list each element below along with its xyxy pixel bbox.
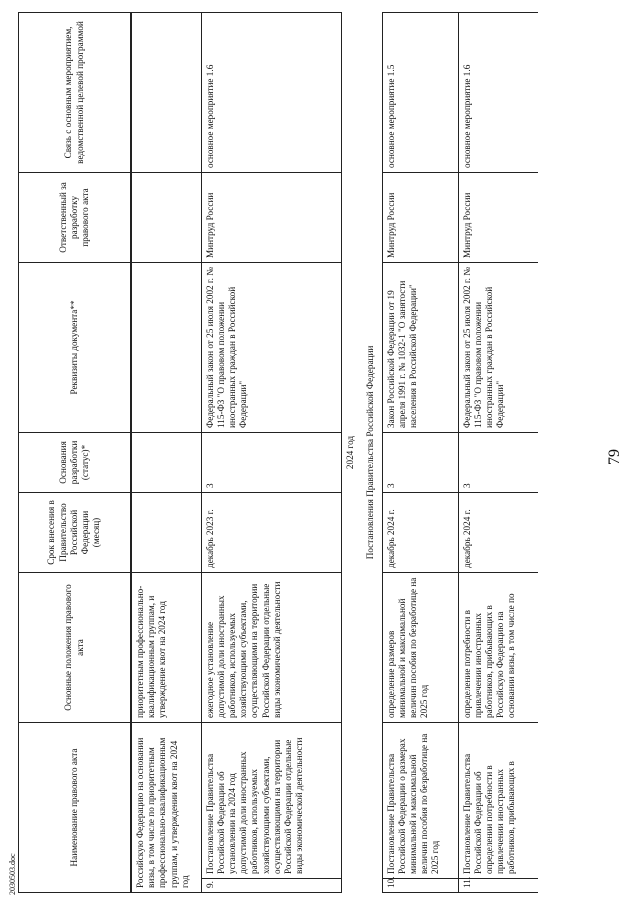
table-row-11 [458, 12, 538, 892]
col-header-name: Наименование правового акта [19, 722, 132, 892]
col-header-provisions: Основные положения правового акта [19, 572, 132, 722]
cell-name-9: Постановление Правительства Российской Федерации об установлении на 2024 год допустимой доли иностранных работников, используемых хозяйствующими субъектами, осуществляющими на территории Российской Федерации отдельные виды экономической деятельности [201, 722, 341, 878]
section-heading-row [362, 12, 383, 892]
cell-responsible-11: Минтруд России [458, 172, 538, 262]
cell-num-10: 10. [382, 879, 458, 893]
col-header-responsible: Ответственный за разработку правового акта [19, 172, 132, 262]
cell-link-10: основное мероприятие 1.5 [382, 12, 458, 172]
cell-num-9: 9. [201, 879, 341, 893]
cell-name-11: Постановление Правительства Российской Федерации об определении потребности в привлечении иностранных работников, прибывающих в [458, 722, 538, 878]
col-header-basis: Основания разработки (статус)* [19, 432, 132, 492]
cell-num-11: 11. [458, 879, 538, 893]
year-heading: 2024 год [341, 12, 362, 892]
cell-deadline-10: декабрь 2024 г. [382, 492, 458, 572]
table-row-10 [382, 12, 458, 892]
cell-deadline-9: декабрь 2023 г. [201, 492, 341, 572]
col-header-deadline: Срок внесения в Правительство Российской Федерации (месяц) [19, 492, 132, 572]
cell-basis-9: 3 [201, 432, 341, 492]
cell-basis-11: 3 [458, 432, 538, 492]
cell-name-10: Постановление Правительства Российской Федерации о размерах минимальной и максимальной величин пособия по безработице на 2025 год [382, 722, 458, 878]
cell-name-cont: Российскую Федерацию на основании визы, в том числе по приоритетным профессионально-квалификационным группам, и утверждении квот на 2024 год [131, 722, 201, 892]
legal-acts-table [18, 12, 538, 893]
cell-requisites-9: Федеральный закон от 25 июля 2002 г. № 115-ФЗ "О правовом положении иностранных граждан в Российской Федерации" [201, 262, 341, 432]
cell-link-9: основное мероприятие 1.6 [201, 12, 341, 172]
table-header-row [19, 12, 132, 892]
cell-deadline-11: декабрь 2024 г. [458, 492, 538, 572]
col-header-link: Связь с основным мероприятием, ведомственной целевой программой [19, 12, 132, 172]
cell-responsible-9: Минтруд России [201, 172, 341, 262]
table-row-9 [201, 12, 341, 892]
cell-provisions-10: определение размеров минимальной и максимальной величин пособия по безработице на 2025 год [382, 572, 458, 722]
table-row-continued [131, 12, 201, 892]
cell-provisions-cont: приоритетным профессионально-квалификационным группам, и утверждение квот на 2024 год [131, 572, 201, 722]
year-heading-row [341, 12, 362, 892]
cell-requisites-11: Федеральный закон от 25 июля 2002 г. № 115-ФЗ "О правовом положении иностранных граждан в Российской Федерации" [458, 262, 538, 432]
section-heading: Постановления Правительства Российской Федерации [364, 345, 375, 560]
cell-responsible-10: Минтруд России [382, 172, 458, 262]
col-header-requisites: Реквизиты документа** [19, 262, 132, 432]
document-code: 2030503.doc [8, 853, 17, 895]
cell-link-11: основное мероприятие 1.6 [458, 12, 538, 172]
cell-provisions-9: ежегодное установление допустимой доли иностранных работников, используемых хозяйствующими субъектами, осуществляющими на территории Российской Федерации отдельные виды экономической деятельности [201, 572, 341, 722]
page-number: 79 [606, 449, 623, 465]
cell-provisions-11: определение потребности в привлечении иностранных работников, прибывающих в Российскую Федерацию на основании визы, в том числе по [458, 572, 538, 722]
cell-basis-10: 3 [382, 432, 458, 492]
cell-requisites-10: Закон Российской Федерации от 19 апреля 1991 г. № 1032-1 "О занятости населения в Российской Федерации" [382, 262, 458, 432]
